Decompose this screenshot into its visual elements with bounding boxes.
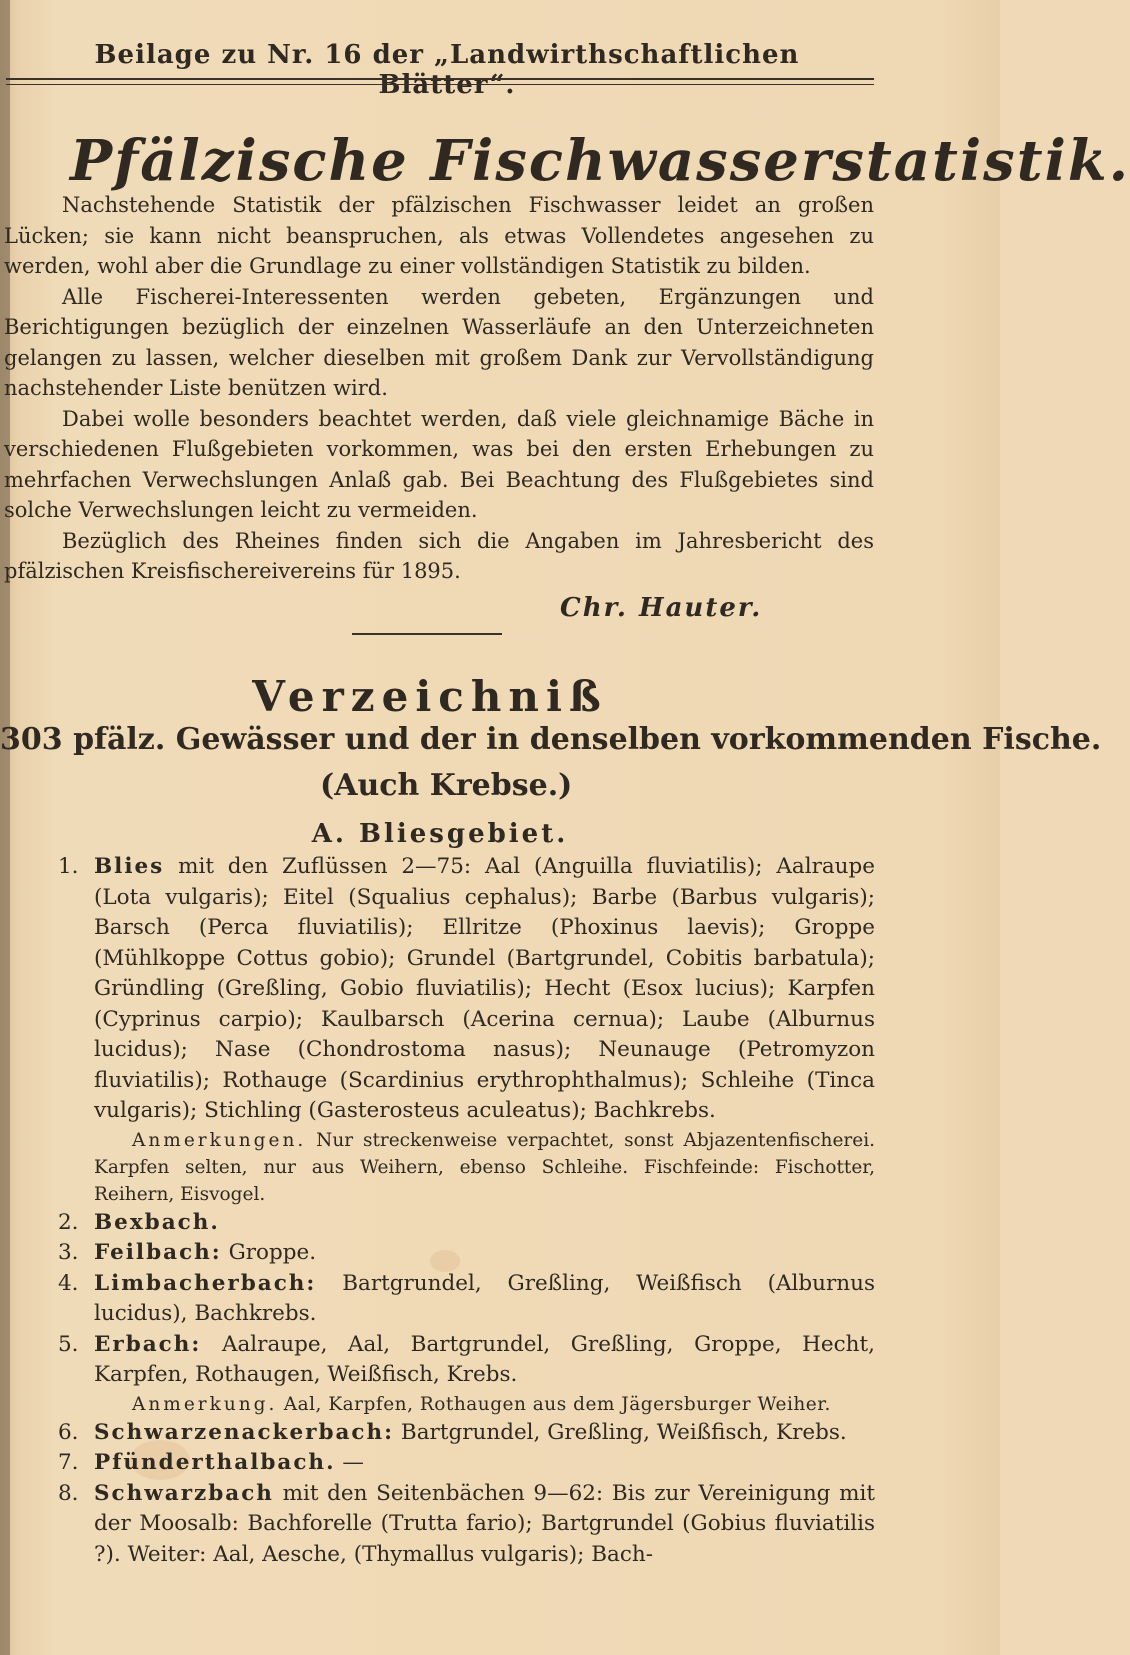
supplement-header: Beilage zu Nr. 16 der „Landwirthschaftlichen Blätter“. xyxy=(94,40,800,100)
directory-title: Verzeichniß xyxy=(252,672,608,721)
entry-number: 7. xyxy=(58,1450,79,1475)
author-signature: Chr. Hauter. xyxy=(560,593,763,623)
list-item xyxy=(50,1269,875,1330)
entry-note xyxy=(50,1127,875,1208)
list-item xyxy=(50,1238,875,1269)
waterbody-name: Feilbach: xyxy=(94,1240,222,1265)
note-lead: Anmerkungen. xyxy=(132,1129,307,1151)
entry-number: 3. xyxy=(58,1240,79,1265)
entry-number: 2. xyxy=(58,1209,79,1235)
intro-paragraph: Alle Fischerei-Interessenten werden gebeten, Ergänzungen und Berichtigungen bezüglich der einzelnen Wasserläufe an den Unterzeichneten gelangen zu lassen, welcher dieselben mit großem Dank zur Vervollständigung nachstehender Liste benützen wird. xyxy=(4,284,874,400)
intro-paragraph: Dabei wolle besonders beachtet werden, daß viele gleichnamige Bäche in verschiedenen Flußgebieten vorkommen, was bei den ersten Erhebungen zu mehrfachen Verwechslungen Anlaß gab. Bei Beachtung des Flußgebietes sind solche Verwechslungen leicht zu vermeiden. xyxy=(4,406,874,522)
entry-number: 6. xyxy=(58,1419,79,1445)
waterbody-name: Schwarzbach xyxy=(94,1480,274,1506)
waterbody-name: Blies xyxy=(94,854,165,879)
intro-text xyxy=(4,190,874,587)
entry-text: Groppe. xyxy=(221,1240,317,1265)
intro-paragraph: Nachstehende Statistik der pfälzischen Fischwasser leidet an großen Lücken; sie kann nicht beanspruchen, als etwas Vollendetes angesehen zu werden, wohl aber die Grundlage zu einer vollständigen Statistik zu bilden. xyxy=(4,193,874,278)
entry-number: 4. xyxy=(58,1270,79,1296)
article-title: Pfälzische Fischwasserstatistik. xyxy=(70,128,1130,194)
list-item xyxy=(50,1448,875,1479)
section-heading: A. Bliesgebiet. xyxy=(311,819,569,849)
list-item xyxy=(50,1208,875,1239)
waterbody-list xyxy=(50,852,875,1570)
entry-note xyxy=(50,1391,875,1418)
entry-text: — xyxy=(335,1450,364,1475)
directory-subtitle: 303 pfälz. Gewässer und der in denselben vorkommenden Fische. xyxy=(0,722,1102,757)
list-item xyxy=(50,1330,875,1391)
list-item xyxy=(50,1418,875,1449)
directory-subtitle-crayfish: (Auch Krebse.) xyxy=(320,768,573,803)
note-text: Aal, Karpfen, Rothaugen aus dem Jägersburger Weiher. xyxy=(277,1393,831,1415)
entry-text: Bartgrundel, Greßling, Weißfisch (Alburnus lucidus), Bachkrebs. xyxy=(94,1270,875,1326)
waterbody-name: Limbacherbach: xyxy=(94,1270,317,1296)
entry-text: Bartgrundel, Greßling, Weißfisch, Krebs. xyxy=(394,1419,847,1445)
waterbody-name: Pfünderthalbach. xyxy=(94,1450,336,1475)
note-text: Nur streckenweise verpachtet, sonst Abjazentenfischerei. Karpfen selten, nur aus Weihern, ebenso Schleihe. Fischfeinde: Fischotter, Reihern, Eisvogel. xyxy=(94,1129,875,1205)
header-rule-top xyxy=(6,78,874,80)
entry-number: 5. xyxy=(58,1331,79,1357)
entry-number: 1. xyxy=(58,854,79,879)
entry-number: 8. xyxy=(58,1480,79,1506)
header-rule-bottom xyxy=(6,84,874,85)
entry-text: Aalraupe, Aal, Bartgrundel, Greßling, Groppe, Hecht, Karpfen, Rothaugen, Weißfisch, Krebs. xyxy=(94,1331,875,1387)
section-separator xyxy=(352,633,502,635)
list-item xyxy=(50,1479,875,1571)
list-item xyxy=(50,852,875,1127)
note-lead: Anmerkung. xyxy=(132,1393,278,1415)
waterbody-name: Bexbach. xyxy=(94,1209,220,1235)
entry-text: mit den Seitenbächen 9—62: Bis zur Vereinigung mit der Moosalb: Bachforelle (Trutta fario); Bartgrundel (Gobius fluviatilis ?). Weiter: Aal, Aesche, (Thymallus vulgaris); Bach- xyxy=(94,1480,875,1567)
entry-text: mit den Zuflüssen 2—75: Aal (Anguilla fluviatilis); Aalraupe (Lota vulgaris); Eitel (Squalius cephalus); Barbe (Barbus vulgaris); Barsch (Perca fluviatilis); Ellritze (Phoxinus laevis); Groppe (Mühlkoppe Cottus gobio); Grundel (Bartgrundel, Cobitis barbatula); Gründling (Greßling, Gobio fluviatilis); Hecht (Esox lucius); Karpfen (Cyprinus carpio); Kaulbarsch (Acerina cernua); Laube (Alburnus lucidus); Nase (Chondrostoma nasus); Neunauge (Petromyzon fluviatilis); Rothauge (Scardinius erythrophthalmus); Schleihe (Tinca vulgaris); Stichling (Gasterosteus aculeatus); Bachkrebs. xyxy=(94,854,875,1123)
waterbody-name: Schwarzenackerbach: xyxy=(94,1419,395,1445)
waterbody-name: Erbach: xyxy=(94,1331,202,1357)
intro-paragraph: Bezüglich des Rheines finden sich die Angaben im Jahresbericht des pfälzischen Kreisfischereivereins für 1895. xyxy=(4,528,874,583)
